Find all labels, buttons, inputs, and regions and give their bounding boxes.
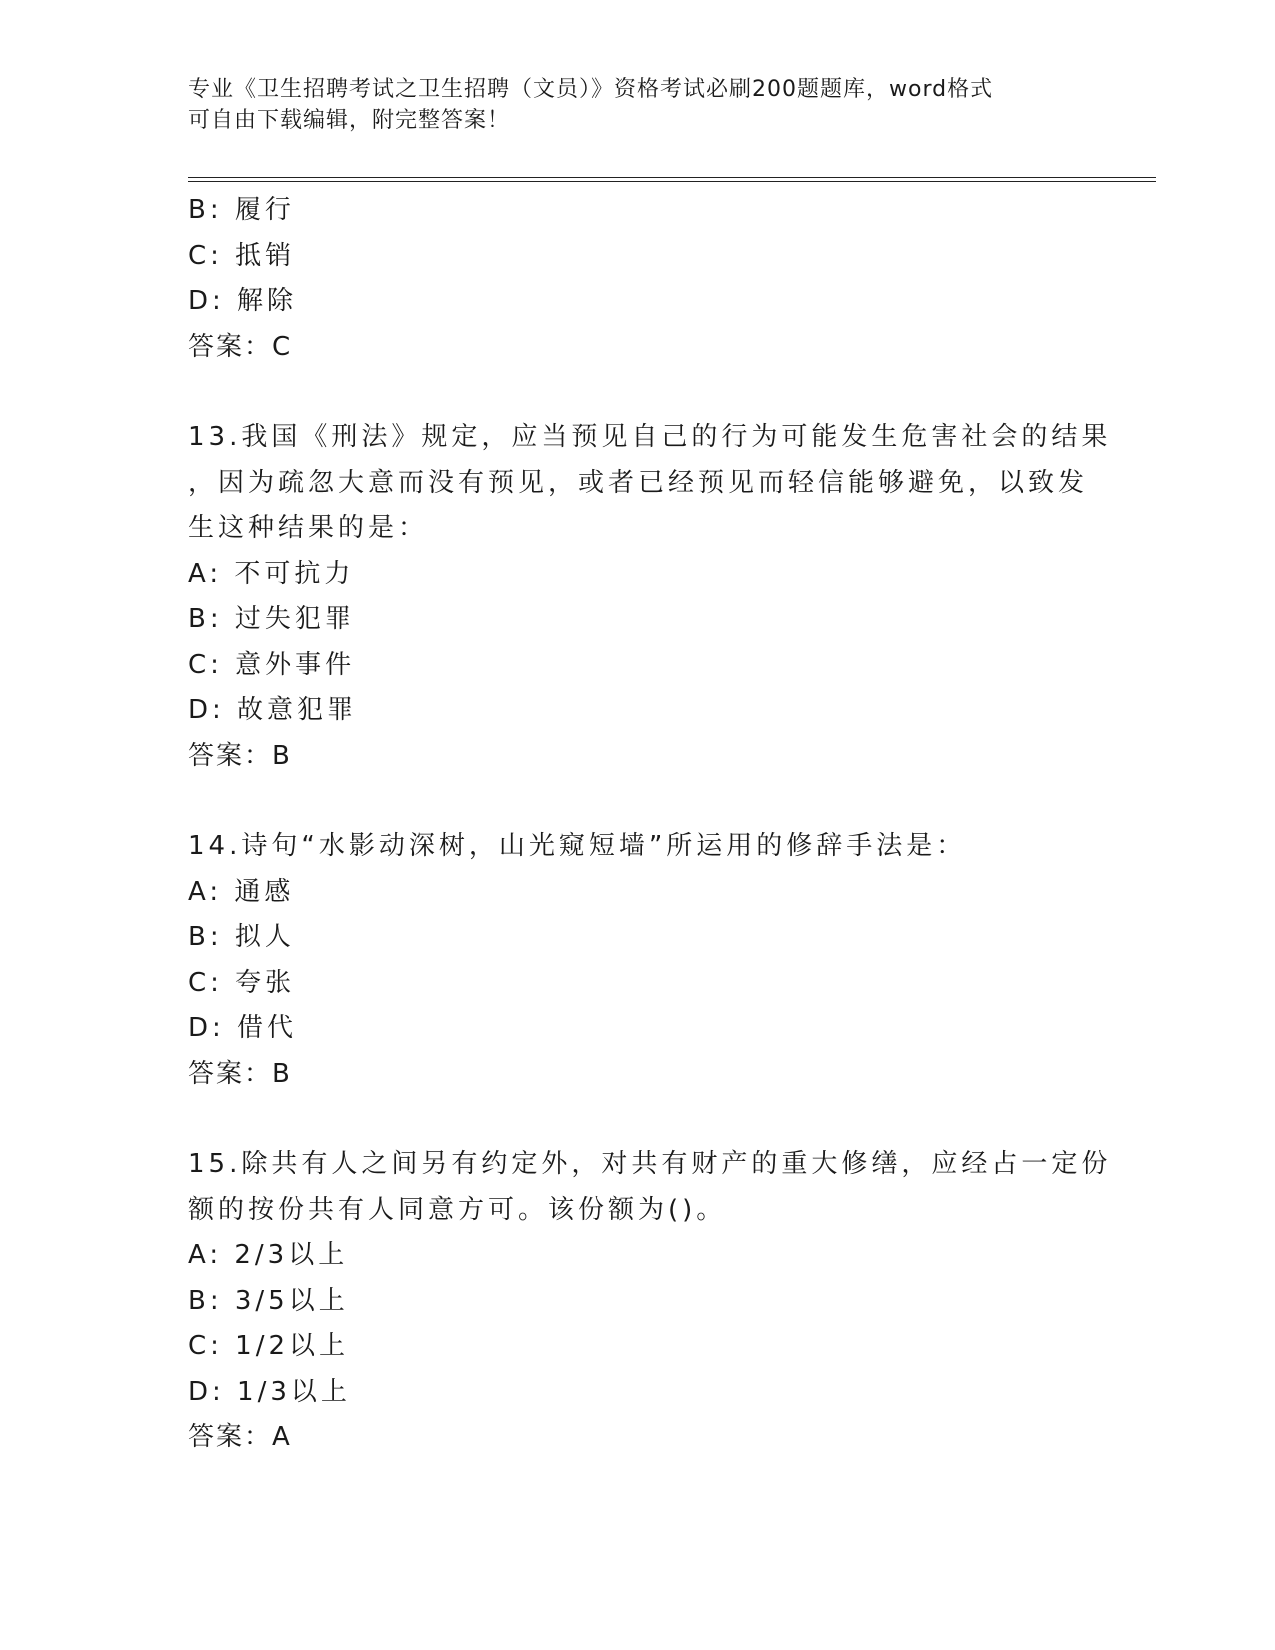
answer: 答案：C <box>188 331 293 362</box>
option-a: A: 不可抗力 <box>188 558 355 589</box>
question-text: 14.诗句“水影动深树，山光窥短墙”所运用的修辞手法是： <box>188 831 967 861</box>
question-15 <box>188 1142 1112 1461</box>
option-d: D: 借代 <box>188 1013 298 1043</box>
option-c: C: 1/2以上 <box>188 1331 350 1361</box>
question-text: ，因为疏忽大意而没有预见，或者已经预见而轻信能够避免，以致发 <box>188 467 1089 498</box>
spacer <box>188 1097 1088 1142</box>
header-divider-top <box>188 177 1156 178</box>
question-text: 额的按份共有人同意方可。该份额为()。 <box>188 1194 727 1225</box>
answer: 答案：B <box>188 1058 292 1089</box>
option-d: D: 1/3以上 <box>188 1376 351 1407</box>
header-line-2: 可自由下载编辑，附完整答案！ <box>188 108 511 133</box>
option-c: C: 夸张 <box>188 967 296 998</box>
answer: 答案：A <box>188 1422 292 1452</box>
question-12-tail <box>188 188 1088 370</box>
question-text: 15.除共有人之间另有约定外，对共有财产的重大修缮，应经占一定份 <box>188 1149 1112 1179</box>
page-header <box>188 74 1088 136</box>
option-a: A: 通感 <box>188 876 295 907</box>
question-14 <box>188 824 1088 1097</box>
spacer <box>188 370 1088 415</box>
option-d: D: 故意犯罪 <box>188 695 358 725</box>
question-text: 13.我国《刑法》规定，应当预见自己的行为可能发生危害社会的结果 <box>188 422 1112 452</box>
option-b: B: 3/5以上 <box>188 1285 349 1316</box>
header-divider-bottom <box>188 181 1156 182</box>
option-b: B: 过失犯罪 <box>188 604 355 634</box>
option-b: B: 履行 <box>188 195 295 225</box>
option-d: D: 解除 <box>188 286 298 316</box>
option-a: A: 2/3以上 <box>188 1240 349 1270</box>
answer: 答案：B <box>188 740 292 771</box>
option-c: C: 意外事件 <box>188 649 356 680</box>
option-c: C: 抵销 <box>188 240 296 271</box>
question-text: 生这种结果的是： <box>188 513 429 543</box>
question-list <box>188 188 1112 1461</box>
header-line-1: 专业《卫生招聘考试之卫生招聘（文员）》资格考试必刷200题题库，word格式 <box>188 77 994 102</box>
spacer <box>188 779 1088 824</box>
option-b: B: 拟人 <box>188 922 295 952</box>
question-13 <box>188 415 1112 779</box>
